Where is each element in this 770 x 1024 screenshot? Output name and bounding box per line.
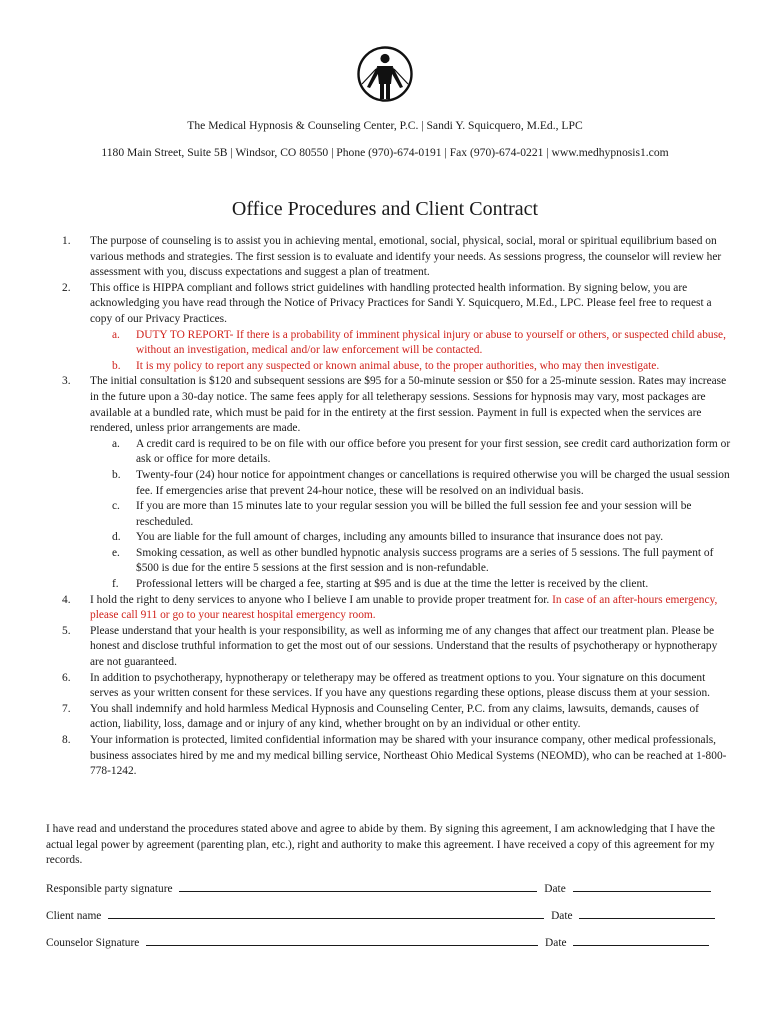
sub-letter: b. — [112, 468, 121, 481]
sub-text: If you are more than 15 minutes late to your regular session you will be billed the full session fee and your session will be rescheduled. — [136, 500, 692, 528]
item-number: 2. — [62, 281, 71, 294]
sub-item-credit-card — [112, 437, 732, 468]
procedure-item-7 — [62, 702, 732, 733]
item-text: Your information is protected, limited confidential information may be shared with your insurance company, other medical professionals, business associates hired by me and my medical billing service, Northeast Ohio Medical Systems (NEOMD), who can be reached at 1-800-778-1242. — [90, 734, 727, 778]
date-label: Date — [544, 883, 566, 895]
document-title: Office Procedures and Client Contract — [231, 198, 539, 220]
procedure-item-2 — [62, 281, 732, 375]
sub-text: It is my policy to report any suspected or known animal abuse, to the proper authorities, who may then investigate. — [136, 359, 660, 372]
practice-contact-line: 1180 Main Street, Suite 5B | Windsor, CO 80550 | Phone (970)-674-0191 | Fax (970)-674-0221 | www.medhypnosis1.com — [101, 146, 669, 159]
procedure-item-3 — [62, 374, 732, 592]
procedure-item-5 — [62, 624, 732, 671]
item-number: 1. — [62, 235, 71, 247]
counselor-signature-row — [46, 934, 713, 949]
sub-text: A credit card is required to be on file with our office before you present for your first session, see credit card authorization form or ask or office for more details. — [136, 437, 731, 466]
sub-text: You are liable for the full amount of charges, including any amounts billed to insurance that insurance does not pay. — [136, 531, 664, 544]
item-number: 4. — [62, 593, 71, 606]
sub-text: DUTY TO REPORT- If there is a probability of imminent physical injury or abuse to yourself or others, or suspected child abuse, without an investigation, medical and/or law enforcement will be contacted. — [136, 328, 726, 357]
sub-item-letters — [112, 577, 732, 593]
sub-letter: a. — [112, 437, 120, 450]
item-text: This office is HIPPA compliant and follows strict guidelines with handling protected health information. By signing below, you are acknowledging you have read through the Notice of Privacy Practices for Sandi Y. Squicquero, M.Ed., LPC. Please feel free to request a copy of our Privacy Practices. — [90, 281, 712, 325]
sub-text: Smoking cessation, as well as other bundled hypnotic analysis success programs are a series of 5 sessions. The full payment of $500 is due for the entire 5 sessions at the first session and is non-refundable. — [136, 546, 714, 575]
item-number: 7. — [62, 702, 71, 715]
item-text: The initial consultation is $120 and subsequent sessions are $95 for a 50-minute session or $50 for a 25-minute session. Rates may increase in the future upon a 30-day notice. The same fees apply for all teletherapy sessions. Sessions for hypnosis may vary, most packages are available at a bundled rate, which must be paid for in the entirety at the first session. Payment in full is expected when the services are rendered, unless prior arrangements are made. — [90, 375, 727, 435]
client-name-field[interactable] — [108, 907, 544, 919]
practice-name-line: The Medical Hypnosis & Counseling Center, P.C. | Sandi Y. Squicquero, M.Ed., LPC — [187, 119, 583, 132]
item-text: I hold the right to deny services to anyone who I believe I am unable to provide proper treatment for. — [90, 593, 553, 606]
responsible-party-signature-row — [46, 880, 715, 895]
sub-letter: a. — [112, 328, 120, 341]
sub-item-duty-to-report — [112, 328, 732, 359]
date-label: Date — [551, 910, 573, 922]
sub-list — [112, 328, 732, 375]
item-text: In addition to psychotherapy, hypnotherapy or teletherapy may be offered as treatment options to you. Your signature on this document serves as your written consent for these services. If you have any questions regarding these options, please discuss them at your session. — [90, 671, 711, 700]
procedure-item-8 — [62, 733, 732, 780]
agreement-statement: I have read and understand the procedures stated above and agree to abide by them. By signing this agreement, I am acknowledging that I have the actual legal power by agreement (parenting plan, etc.), right and authority to make this agreement. I have received a copy of this agreement for my records. — [46, 823, 715, 867]
counselor-signature-label: Counselor Signature — [46, 937, 140, 949]
responsible-party-label: Responsible party signature — [46, 883, 173, 895]
procedure-item-6 — [62, 671, 732, 702]
responsible-party-signature-field[interactable] — [179, 880, 537, 892]
sub-letter: c. — [112, 500, 120, 513]
client-name-row — [46, 907, 719, 922]
item-number: 3. — [62, 375, 71, 388]
counselor-signature-field[interactable] — [146, 934, 538, 946]
item-text: You shall indemnify and hold harmless Medical Hypnosis and Counseling Center, P.C. from any claims, lawsuits, demands, causes of action, liability, loss, damage and or injury of any kind, whether brought on by an individual or other entity. — [90, 702, 699, 731]
item-text: The purpose of counseling is to assist you in achieving mental, emotional, social, physical, social, moral or spiritual equilibrium based on various methods and strategies. The first session is to evaluate and identify your needs. As sessions progress, the counselor will review her assessment with you, discuss expectations and suggest a plan of treatment. — [90, 235, 722, 279]
responsible-party-date-field[interactable] — [573, 880, 711, 892]
sub-letter: b. — [112, 359, 121, 372]
sub-letter: f. — [112, 578, 119, 591]
procedure-item-4 — [62, 593, 732, 624]
item-text: Please understand that your health is your responsibility, as well as informing me of any changes that affect our treatment plan. Please be honest and disclose truthful information to get the most out of our sessions. Understand that the results of psychotherapy or hypnotherapy are not guaranteed. — [90, 624, 718, 669]
sub-text: Twenty-four (24) hour notice for appointment changes or cancellations is required otherwise you will be charged the usual session fee. If emergencies arise that prevent 24-hour notice, these will be resolved on an individual basis. — [136, 468, 730, 497]
sub-item-animal-abuse — [112, 359, 732, 375]
emergency-notice: In case of an after-hours emergency, please call 911 or go to your nearest hospital emergency room. — [90, 593, 718, 622]
item-number: 8. — [62, 734, 71, 746]
sub-item-liability — [112, 530, 732, 546]
item-number: 5. — [62, 624, 71, 637]
sub-item-cancellation — [112, 468, 732, 499]
sub-item-late-arrival — [112, 499, 732, 530]
person-in-circle-logo-icon — [357, 46, 413, 102]
item-number: 6. — [62, 671, 71, 684]
sub-list — [112, 437, 732, 593]
sub-text: Professional letters will be charged a fee, starting at $95 and is due at the time the letter is received by the client. — [136, 578, 649, 591]
sub-letter: e. — [112, 546, 120, 559]
counselor-date-field[interactable] — [573, 934, 709, 946]
client-name-label: Client name — [46, 910, 102, 922]
procedure-item-1 — [62, 234, 732, 281]
sub-item-smoking-cessation — [112, 546, 732, 577]
sub-letter: d. — [112, 531, 121, 544]
date-label: Date — [545, 937, 567, 949]
client-date-field[interactable] — [579, 907, 715, 919]
procedures-list — [62, 234, 732, 780]
